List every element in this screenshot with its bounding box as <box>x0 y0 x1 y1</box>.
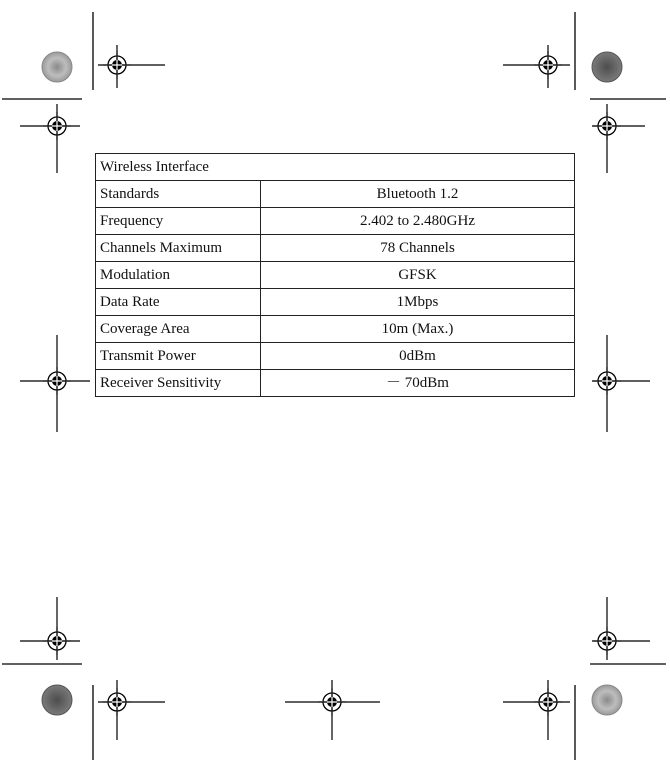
spec-value: 1Mbps <box>261 289 575 316</box>
registration-mark-top-left-b <box>43 112 71 140</box>
spec-value: Bluetooth 1.2 <box>261 181 575 208</box>
registration-mark-top-left-a <box>103 51 131 79</box>
registration-mark-middle-left <box>43 367 71 395</box>
spec-value: 78 Channels <box>261 235 575 262</box>
spec-value: 0dBm <box>261 343 575 370</box>
registration-mark-bottom-left-b <box>103 688 131 716</box>
spec-label: Receiver Sensitivity <box>96 370 261 397</box>
registration-mark-bottom-right-a <box>593 627 621 655</box>
spec-label: Transmit Power <box>96 343 261 370</box>
dark-color-swatch-bottom-left <box>42 685 72 715</box>
table-row <box>96 262 575 289</box>
spec-value: GFSK <box>261 262 575 289</box>
spec-label: Coverage Area <box>96 316 261 343</box>
table-row <box>96 370 575 397</box>
spec-value: 10m (Max.) <box>261 316 575 343</box>
table-row <box>96 343 575 370</box>
registration-mark-bottom-center <box>318 688 346 716</box>
table-row <box>96 181 575 208</box>
table-row <box>96 289 575 316</box>
light-color-swatch-top-left <box>42 52 72 82</box>
table-row <box>96 208 575 235</box>
table-row <box>96 316 575 343</box>
registration-mark-bottom-left-a <box>43 627 71 655</box>
light-color-swatch-bottom-right <box>592 685 622 715</box>
spec-label: Data Rate <box>96 289 261 316</box>
spec-value: － 70dBm <box>261 370 575 397</box>
table-title: Wireless Interface <box>96 154 575 181</box>
registration-mark-bottom-right-b <box>534 688 562 716</box>
spec-label: Standards <box>96 181 261 208</box>
spec-label: Frequency <box>96 208 261 235</box>
registration-mark-top-right-a <box>534 51 562 79</box>
table-row <box>96 235 575 262</box>
registration-mark-middle-right <box>593 367 621 395</box>
registration-mark-top-right-b <box>593 112 621 140</box>
dark-color-swatch-top-right <box>592 52 622 82</box>
spec-label: Channels Maximum <box>96 235 261 262</box>
table-header-row <box>96 154 575 181</box>
spec-value: 2.402 to 2.480GHz <box>261 208 575 235</box>
spec-label: Modulation <box>96 262 261 289</box>
wireless-spec-table <box>95 153 575 397</box>
